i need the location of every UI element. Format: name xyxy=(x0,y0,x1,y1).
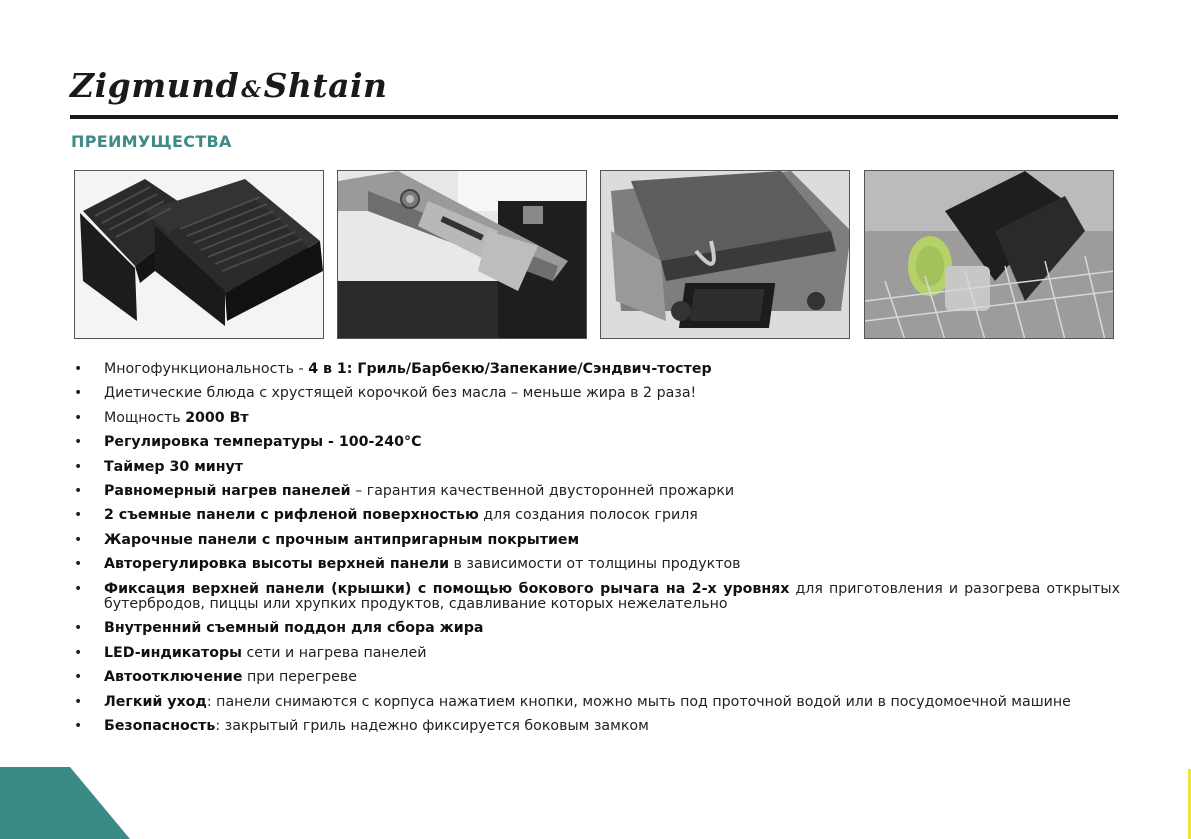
corner-decoration xyxy=(0,767,130,839)
bullet-icon: • xyxy=(74,620,83,637)
feature-item xyxy=(74,695,1120,711)
bullet-icon: • xyxy=(74,482,83,499)
feature-item xyxy=(74,646,1120,662)
feature-item xyxy=(74,386,1120,402)
feature-text: при перегреве xyxy=(242,669,357,686)
bullet-icon: • xyxy=(74,531,83,548)
feature-bold-text: Регулировка температуры - 100-240°С xyxy=(104,434,422,451)
feature-item xyxy=(74,362,1120,378)
bullet-icon: • xyxy=(74,361,83,377)
feature-text: для создания полосок гриля xyxy=(478,507,698,524)
brand-ampersand: & xyxy=(241,77,262,103)
dishwasher-plates-photo xyxy=(864,170,1114,339)
feature-bold-text: 2 съемные панели с рифленой поверхностью xyxy=(104,507,479,524)
bullet-icon: • xyxy=(74,580,83,597)
feature-bold-text: Фиксация верхней панели (крышки) с помощью бокового рычага на 2-х уровнях xyxy=(104,580,790,597)
header-rule xyxy=(70,115,1118,119)
bullet-icon: • xyxy=(74,556,83,573)
bullet-icon: • xyxy=(74,458,83,475)
bullet-icon: • xyxy=(74,385,83,402)
feature-item xyxy=(74,557,1120,573)
brand-name-right: Shtain xyxy=(263,66,388,105)
feature-bold-text: 2000 Вт xyxy=(185,409,249,426)
grill-drip-tray-photo xyxy=(600,170,850,339)
brand-name-left: Zigmund xyxy=(70,66,240,105)
feature-bold-text: Жарочные панели с прочным антипригарным покрытием xyxy=(104,531,580,548)
feature-text: Диетические блюда с хрустящей корочкой без масла – меньше жира в 2 раза! xyxy=(104,385,697,402)
feature-item xyxy=(74,411,1120,427)
feature-bold-text: Безопасность xyxy=(104,717,216,734)
feature-item xyxy=(74,582,1120,613)
feature-bold-text: Авторегулировка высоты верхней панели xyxy=(104,556,450,573)
feature-bold-text: LED-индикаторы xyxy=(104,644,242,661)
features-list xyxy=(74,362,1120,743)
bullet-icon: • xyxy=(74,693,83,710)
section-title: ПРЕИМУЩЕСТВА xyxy=(71,132,232,151)
feature-text: : панели снимаются с корпуса нажатием кнопки, можно мыть под проточной водой или в посудомоечной машине xyxy=(206,693,1071,710)
feature-text: : закрытый гриль надежно фиксируется боковым замком xyxy=(215,717,649,734)
feature-bold-text: Таймер 30 минут xyxy=(104,458,244,475)
feature-text: – гарантия качественной двусторонней прожарки xyxy=(350,482,735,499)
feature-item xyxy=(74,484,1120,500)
feature-item xyxy=(74,719,1120,735)
feature-item xyxy=(74,670,1120,686)
bullet-icon: • xyxy=(74,434,83,451)
feature-item xyxy=(74,621,1120,637)
feature-text: Многофункциональность - xyxy=(104,361,309,377)
feature-item xyxy=(74,508,1120,524)
brand-logo xyxy=(70,66,388,105)
feature-bold-text: 4 в 1: Гриль/Барбекю/Запекание/Сэндвич-тостер xyxy=(308,361,712,377)
feature-item xyxy=(74,533,1120,549)
bullet-icon: • xyxy=(74,717,83,734)
feature-item xyxy=(74,435,1120,451)
grill-plates-photo xyxy=(74,170,324,339)
side-lever-photo xyxy=(337,170,587,339)
feature-text: сети и нагрева панелей xyxy=(241,644,427,661)
bullet-icon: • xyxy=(74,669,83,686)
feature-text: в зависимости от толщины продуктов xyxy=(449,556,741,573)
feature-item xyxy=(74,460,1120,476)
feature-text: для приготовления и разогрева открытых бутербродов, пиццы или хрупких продуктов, сдавливание которых нежелательно xyxy=(104,580,1120,613)
feature-bold-text: Равномерный нагрев панелей xyxy=(104,482,351,499)
feature-bold-text: Автоотключение xyxy=(104,669,243,686)
feature-text: Мощность xyxy=(104,409,186,426)
bullet-icon: • xyxy=(74,644,83,661)
bullet-icon: • xyxy=(74,507,83,524)
feature-bold-text: Легкий уход xyxy=(104,693,207,710)
feature-bold-text: Внутренний съемный поддон для сбора жира xyxy=(104,620,484,637)
bullet-icon: • xyxy=(74,409,83,426)
